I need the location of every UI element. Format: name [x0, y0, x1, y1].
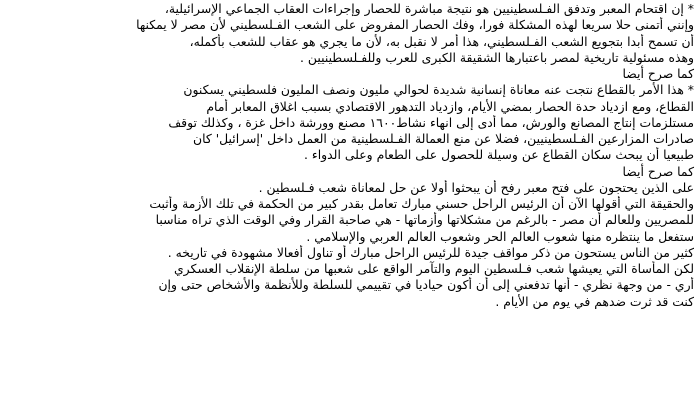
text-line: صادرات المزارعين الفـلسطينيين، فضلا عن منع العمالة الفـلسطينية من العمل داخل 'إسرائيل' كان: [193, 131, 694, 146]
text-line: طبيعيا أن يبحث سكان القطاع عن وسيلة للحصول على الطعام وعلى الدواء .: [304, 147, 694, 163]
text-line: وإنني أتمنى حلا سريعا لهذه المشكلة فورا، وفك الحصار المفروض على الشعب الفـلسطيني لأن مصر لا يمكنها: [136, 17, 694, 33]
text-line: كثير من الناس يستحون من ذكر مواقف جيدة للرئيس الراحل مبارك أو تناول أفعالا مشهودة في تاريخه .: [167, 244, 694, 260]
text-line: للمصريين وللعالم أن مصر - بالرغم من مشكلاتها وأزماتها - هي صاحبة القرار وفي الوقت الذي تراه مناسبا: [155, 212, 694, 228]
text-line: ستفعل ما ينتظره منها شعوب العالم الحر وشعوب العالم العربي والإسلامي .: [306, 228, 694, 244]
paragraph-statement-2: [4, 66, 694, 164]
text-line: على الذين يحتجون على فتح معبر رفح أن يبحثوا أولا عن حل لمعاناة شعب فـلسطين .: [258, 179, 694, 195]
text-line: لكن المأساة التي يعيشها شعب فـلسطين اليوم والتآمر الواقع على شعبها من سلطة الإنقلاب العسكري: [173, 261, 694, 276]
text-line: كنت قد ثرت ضدهم في يوم من الأيام .: [495, 293, 694, 309]
text-line: وهذه مسئولية تاريخية لمصر باعتبارها الشقيقة الكبرى للعرب وللفـلسطينيين .: [300, 49, 694, 65]
paragraph-statement-1: [4, 1, 694, 66]
section-heading: كما صرح أيضا: [622, 66, 694, 81]
text-line: أن تسمح أبدا بتجويع الشعب الفـلسطيني، هذا أمر لا نقبل به، لأن ما يجري هو عقاب للشعب بأكمله،: [189, 33, 694, 49]
text-line: * إن اقتحام المعبر وتدفق الفـلسطينيين هو نتيجة مباشرة للحصار وإجراءات العقاب الجماعي الإسرائيلية،: [164, 1, 694, 16]
text-line: مستلزمات إنتاج المصانع والورش، مما أدى إلى انهاء نشاط١٦٠٠ مصنع وورشة داخل غزة ، وكذلك توقف: [168, 114, 694, 130]
text-line: القطاع، ومع ازدياد حدة الحصار بمضي الأيام، وازدياد التدهور الاقتصادي بسبب اغلاق المعابر أمام: [206, 98, 694, 114]
text-line: * هذا الأمر بالقطاع نتجت عنه معاناة إنسانية شديدة لحوالي مليون ونصف المليون فلسطيني يسكنون: [183, 82, 694, 98]
text-line: والحقيقة التي أقولها الآن أن الرئيس الراحل حسني مبارك تعامل بقدر كبير من الحكمة في تلك الأزمة وأثبت: [149, 196, 694, 211]
paragraph-statement-3: [4, 164, 694, 310]
text-line: أري - من وجهة نظري - أنها تدفعني إلى أن أكون حياديا في تقييمي للسلطة وللأنظمة والأشخاص حتى وإن: [158, 277, 694, 293]
section-heading: كما صرح أيضا: [622, 163, 694, 179]
